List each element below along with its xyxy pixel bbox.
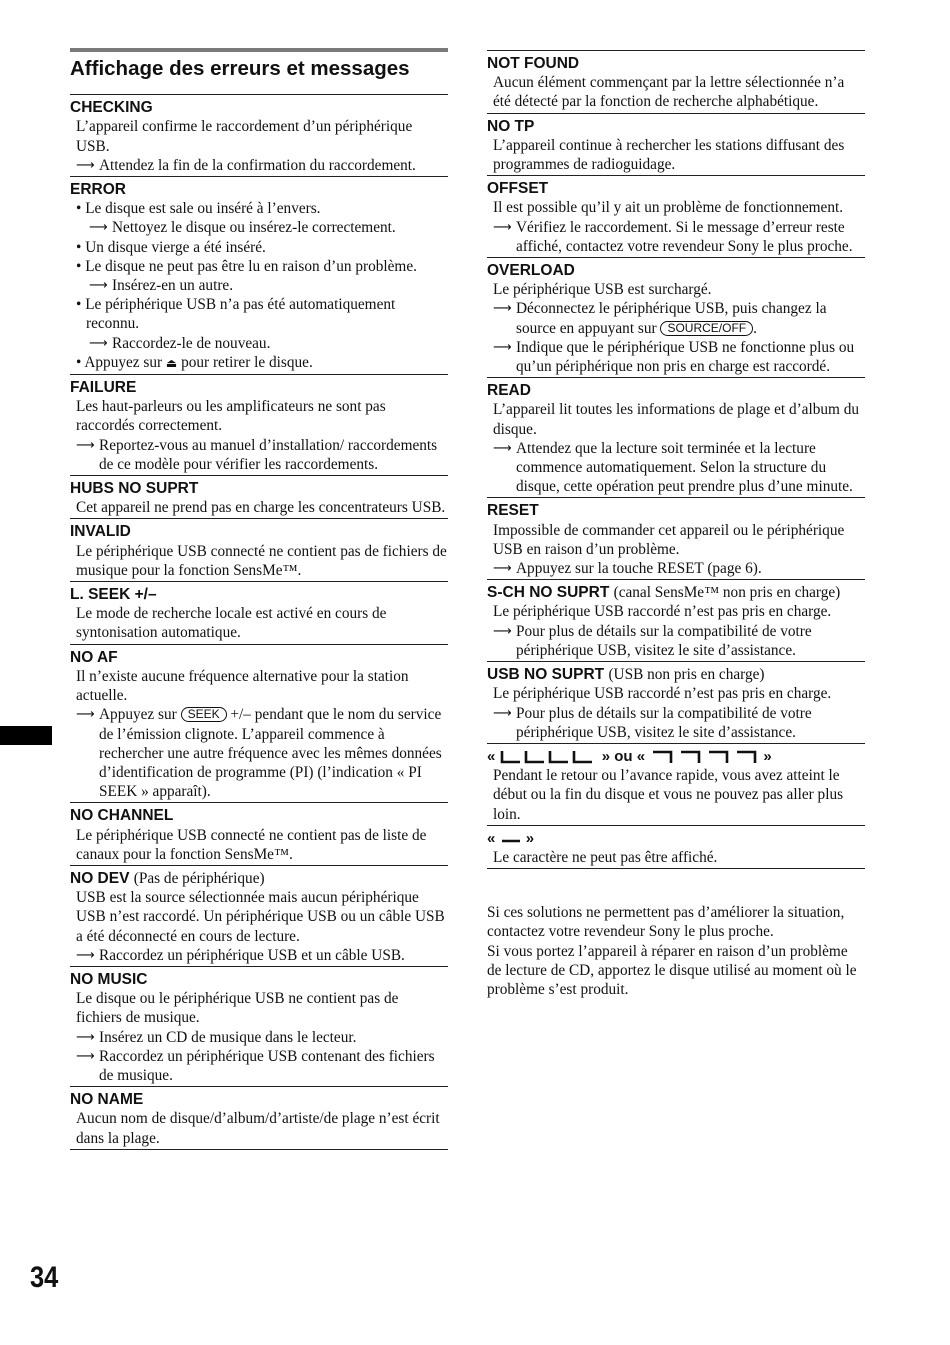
bullet-item: • Appuyez sur ⏏ pour retirer le disque.	[76, 353, 313, 371]
seek-key-label: SEEK	[181, 707, 227, 722]
message-description: USB est la source sélectionnée mais aucun périphérique USB n’est raccordé. Un périphérique USB ou un câble USB a été déconnecté en cours de lecture.	[76, 889, 445, 945]
bullet-item: • Un disque vierge a été inséré.	[76, 238, 266, 256]
message-term: CHECKING	[70, 99, 153, 117]
message-remedy: ⟶ Raccordez un périphérique USB et un câble USB.	[76, 946, 405, 964]
arrow-icon: ⟶	[76, 157, 95, 173]
message-description: Le périphérique USB connecté ne contient pas de fichiers de musique pour la fonction SensMe™.	[76, 542, 447, 579]
message-entry-failure	[70, 374, 448, 475]
footer-notes	[487, 903, 865, 999]
message-description: L’appareil continue à rechercher les stations diffusant des programmes de radioguidage.	[493, 136, 845, 174]
message-description: Le périphérique USB est surchargé.	[493, 281, 712, 299]
message-entry-hubs-no-suprt	[70, 475, 448, 518]
message-entry-offset	[487, 175, 865, 257]
message-remedy: ⟶ Insérez-en un autre.	[89, 277, 234, 295]
right-column	[487, 48, 865, 999]
message-term: NO MUSIC	[70, 970, 148, 988]
arrow-icon: ⟶	[493, 219, 512, 235]
bullet-item: • Le périphérique USB n’a pas été automatiquement reconnu.	[76, 296, 396, 333]
message-description: Il n’existe aucune fréquence alternative pour la station actuelle.	[76, 667, 409, 705]
message-entry-no-music	[70, 966, 448, 1086]
message-entry-no-name	[70, 1086, 448, 1150]
arrow-icon: ⟶	[89, 335, 108, 351]
eject-icon: ⏏	[165, 355, 178, 370]
message-term: RESET	[487, 502, 539, 520]
source-off-key-label: SOURCE/OFF	[660, 321, 753, 336]
message-description: L’appareil lit toutes les informations de plage et d’album du disque.	[493, 401, 860, 438]
arrow-icon: ⟶	[493, 339, 512, 355]
arrow-icon: ⟶	[493, 623, 512, 639]
arrow-icon: ⟶	[76, 1048, 95, 1064]
message-remedy: ⟶ Attendez la fin de la confirmation du raccordement.	[76, 156, 416, 174]
message-entry-error	[70, 176, 448, 374]
arrow-icon: ⟶	[89, 220, 108, 236]
arrow-icon: ⟶	[89, 278, 108, 294]
message-remedy: ⟶ Raccordez un périphérique USB contenant des fichiers de musique.	[76, 1047, 435, 1084]
message-description: Le périphérique USB connecté ne contient pas de liste de canaux pour la fonction SensMe™.	[76, 826, 427, 863]
message-term-note: (USB non pris en charge)	[608, 666, 765, 684]
message-entry-no-dev	[70, 865, 448, 966]
left-column	[70, 48, 448, 1150]
message-entry-read	[487, 377, 865, 497]
message-entry-unsupported-char	[487, 825, 865, 869]
message-term: NOT FOUND	[487, 55, 580, 72]
arrow-icon: ⟶	[493, 561, 512, 577]
message-term: OVERLOAD	[487, 262, 575, 280]
message-entry-overload	[487, 257, 865, 377]
message-description: Pendant le retour ou l’avance rapide, vous avez atteint le début ou la fin du disque et vous ne pouvez pas aller plus loin.	[493, 767, 844, 823]
bullet-item: • Le disque est sale ou inséré à l’envers.	[76, 200, 321, 218]
message-term: « »	[487, 829, 535, 847]
message-term-note: (canal SensMe™ non pris en charge)	[613, 584, 841, 602]
message-term: ERROR	[70, 181, 126, 199]
message-description: Impossible de commander cet appareil ou le périphérique USB en raison d’un problème.	[493, 521, 845, 558]
message-term: READ	[487, 382, 531, 400]
message-remedy: ⟶ Appuyez sur SEEK +/– pendant que le nom du service de l’émission clignote. L’appareil commence à rechercher une autre fréquence avec les mêmes données d’identification de programme (PI) (l’indication « PI SEEK » apparaît).	[76, 706, 442, 801]
message-entry-no-af	[70, 644, 448, 803]
arrow-icon: ⟶	[493, 440, 512, 456]
page-title: Affichage des erreurs et messages	[70, 48, 448, 94]
message-description: Aucun nom de disque/d’album/d’artiste/de plage n’est écrit dans la plage.	[76, 1110, 440, 1147]
message-term: NO AF	[70, 648, 118, 666]
arrow-icon: ⟶	[493, 705, 512, 721]
message-remedy: ⟶ Pour plus de détails sur la compatibilité de votre périphérique USB, visitez le site d’assistance.	[493, 622, 812, 659]
message-description: Le mode de recherche locale est activé en cours de syntonisation automatique.	[76, 605, 387, 642]
message-description: Le périphérique USB raccordé n’est pas pris en charge.	[493, 603, 832, 621]
message-remedy: ⟶ Appuyez sur la touche RESET (page 6).	[493, 560, 762, 578]
message-term: NO CHANNEL	[70, 807, 174, 825]
footer-paragraph: Si ces solutions ne permettent pas d’améliorer la situation, contactez votre revendeur Sony le plus proche.	[487, 904, 845, 941]
message-remedy: ⟶ Déconnectez le périphérique USB, puis changez la source en appuyant sur SOURCE/OFF .	[493, 300, 827, 337]
bullet-item: • Le disque ne peut pas être lu en raison d’un problème.	[76, 257, 417, 275]
message-description: Le disque ou le périphérique USB ne contient pas de fichiers de musique.	[76, 990, 399, 1027]
message-term: « » ou « »	[487, 747, 772, 765]
arrow-icon: ⟶	[76, 947, 95, 963]
message-remedy: ⟶ Reportez-vous au manuel d’installation/ raccordements de ce modèle pour vérifier les raccordements.	[76, 436, 438, 473]
message-description: L’appareil confirme le raccordement d’un périphérique USB.	[76, 118, 413, 155]
message-description: Aucun élément commençant par la lettre sélectionnée n’a été détecté par la fonction de recherche alphabétique.	[493, 74, 845, 111]
arrow-icon: ⟶	[76, 707, 95, 723]
message-entry-usb-no-suprt	[487, 661, 865, 743]
message-entry-reset	[487, 497, 865, 579]
message-remedy: ⟶ Vérifiez le raccordement. Si le message d’erreur reste affiché, contactez votre revendeur Sony le plus proche.	[493, 218, 853, 255]
message-term: NO DEV (Pas de périphérique)	[70, 869, 265, 887]
message-term: NO TP	[487, 117, 535, 135]
message-term: OFFSET	[487, 180, 549, 198]
section-tab-marker	[0, 726, 52, 745]
message-remedy: ⟶ Indique que le périphérique USB ne fonctionne plus ou qu’un périphérique non pris en charge est raccordé.	[493, 338, 855, 376]
footer-paragraph: Si vous portez l’appareil à réparer en raison d’un problème de lecture de CD, apportez le disque utilisé au moment où le problème s’est produit.	[487, 942, 857, 998]
segment-start-glyph	[500, 750, 598, 764]
message-remedy: ⟶ Insérez un CD de musique dans le lecteur.	[76, 1028, 357, 1046]
message-description: Le périphérique USB raccordé n’est pas pris en charge.	[493, 685, 832, 703]
segment-underscore-glyph	[500, 833, 522, 845]
message-term: FAILURE	[70, 379, 137, 397]
message-entry-not-found	[487, 50, 865, 113]
message-entry-s-ch-no-suprt	[487, 579, 865, 661]
message-description: Cet appareil ne prend pas en charge les concentrateurs USB.	[76, 499, 446, 517]
message-term: HUBS NO SUPRT	[70, 480, 199, 498]
arrow-icon: ⟶	[493, 301, 512, 317]
message-description: Il est possible qu’il y ait un problème de fonctionnement.	[493, 199, 844, 217]
message-remedy: ⟶ Nettoyez le disque ou insérez-le correctement.	[89, 219, 396, 237]
message-description: Le caractère ne peut pas être affiché.	[493, 848, 718, 866]
message-remedy: ⟶ Raccordez-le de nouveau.	[89, 334, 271, 352]
arrow-icon: ⟶	[76, 1029, 95, 1045]
message-entry-no-channel	[70, 802, 448, 865]
message-entry-l-seek	[70, 581, 448, 644]
page-number: 34	[30, 1261, 59, 1294]
message-term: INVALID	[70, 523, 131, 541]
message-term: NO NAME	[70, 1091, 144, 1109]
message-term: L. SEEK +/–	[70, 586, 157, 604]
message-description: Les haut-parleurs ou les amplificateurs ne sont pas raccordés correctement.	[76, 398, 386, 435]
message-entry-segment-limits	[487, 743, 865, 825]
message-entry-invalid	[70, 518, 448, 581]
message-entry-no-tp	[487, 113, 865, 176]
message-remedy: ⟶ Pour plus de détails sur la compatibilité de votre périphérique USB, visitez le site d’assistance.	[493, 704, 812, 741]
message-term: USB NO SUPRT (USB non pris en charge)	[487, 666, 765, 684]
arrow-icon: ⟶	[76, 437, 95, 453]
segment-end-glyph	[649, 750, 759, 764]
message-term: S-CH NO SUPRT (canal SensMe™ non pris en charge)	[487, 584, 841, 602]
message-term-note: (Pas de périphérique)	[133, 869, 265, 887]
message-remedy: ⟶ Attendez que la lecture soit terminée et la lecture commence automatiquement. Selon la structure du disque, cette opération peut prendre plus d’une minute.	[493, 439, 853, 496]
message-entry-checking	[70, 94, 448, 176]
